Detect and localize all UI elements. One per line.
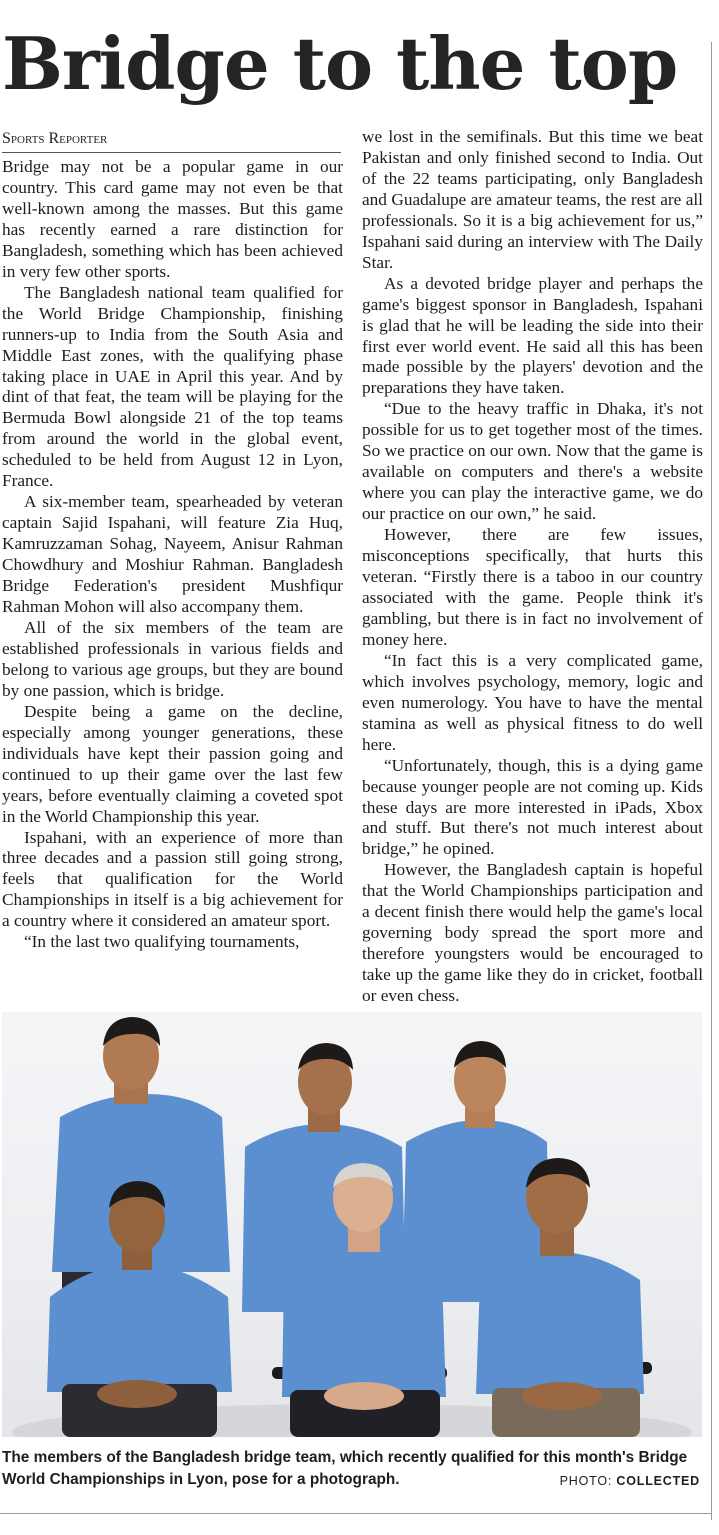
article-column-2 — [362, 127, 703, 1007]
byline: Sports Reporter — [2, 130, 341, 153]
paragraph: However, there are few issues, misconceptions specifically, that hurts this veteran. “Firstly there is a taboo in our country associated with the game. People think it's gambling, but there is in fact no involvement of money here. — [362, 525, 703, 649]
team-photo-illustration — [2, 1012, 702, 1437]
photo-caption: The members of the Bangladesh bridge team, which recently qualified for this month's Bridge World Championships in Lyon, pose for a photograph. — [2, 1449, 688, 1488]
headline: Bridge to the top — [2, 21, 678, 106]
photo-credit-label: PHOTO: — [559, 1474, 613, 1488]
paragraph: “In fact this is a very complicated game, which involves psychology, memory, logic and even numerology. You have to have the mental stamina as well as physical fitness to do well here. — [362, 650, 703, 754]
paragraph: All of the six members of the team are established professionals in various fields and belong to various age groups, but they are bound by one passion, which is bridge. — [2, 617, 343, 700]
paragraph: we lost in the semifinals. But this time we beat Pakistan and only finished second to India. Out of the 22 teams participating, only Bangladesh and Guadalupe are amateur teams, the rest are all professionals. So it is a big achievement for us,” Ispahani said during an interview with The Daily Star. — [362, 127, 703, 272]
paragraph: “Due to the heavy traffic in Dhaka, it's not possible for us to get together most of the times. So we practice on our own. Now that the game is available on computers and there's a website where you can play the interactive game, we do our practice on our own,” he said. — [362, 399, 703, 524]
paragraph: A six-member team, spearheaded by veteran captain Sajid Ispahani, will feature Zia Huq, Kamruzzaman Sohag, Nayeem, Anisur Rahman Chowdhury and Moshiur Rahman. Bangladesh Bridge Federation's president Mushfiqur Rahman Mohon will also accompany them. — [2, 492, 343, 617]
paragraph: “In the last two qualifying tournaments, — [24, 932, 300, 952]
paragraph: As a devoted bridge player and perhaps the game's biggest sponsor in Bangladesh, Ispahani is glad that he will be leading the side into their first ever world event. He said all this has been made possible by the players' devotion and the preparations they have taken. — [362, 273, 703, 398]
paragraph: However, the Bangladesh captain is hopeful that the World Championships participation and a decent finish there would help the game's local governing body spread the sport more and therefore youngsters would be encouraged to take up the game like they do in cricket, football or even chess. — [362, 860, 703, 1006]
photo-credit-source: COLLECTED — [616, 1474, 700, 1488]
team-photo — [2, 1012, 702, 1437]
photo-credit — [560, 1474, 700, 1488]
paragraph: Ispahani, with an experience of more than three decades and a passion still going strong, feels that qualification for the World Championships in itself is a big achievement for a country where it considered an amateur sport. — [2, 827, 343, 931]
paragraph: Despite being a game on the decline, especially among younger generations, these individuals have kept their passion going and continued to up their game over the last few years, before eventually claiming a coveted spot in the World Championship this year. — [2, 701, 343, 826]
page-rule-bottom — [0, 1513, 712, 1514]
column-rule-right — [711, 42, 712, 1520]
paragraph: “Unfortunately, though, this is a dying game because younger people are not coming up. Kids these days are more interested in iPads, Xbox and stuff. But there's not much interest about bridge,” he opined. — [362, 755, 703, 859]
paragraph: The Bangladesh national team qualified for the World Bridge Championship, finishing runners-up to India from the South Asia and Middle East zones, with the qualifying phase taking place in UAE in April this year. And by dint of that feat, the team will be playing for the Bermuda Bowl alongside 21 of the top teams from around the world in the global event, scheduled to be held from August 12 in Lyon, France. — [2, 282, 343, 491]
article-column-1 — [2, 157, 343, 953]
paragraph: Bridge may not be a popular game in our country. This card game may not even be that well-known among the masses. But this game has recently earned a rare distinction for Bangladesh, something which has been achieved in very few other sports. — [2, 157, 343, 281]
